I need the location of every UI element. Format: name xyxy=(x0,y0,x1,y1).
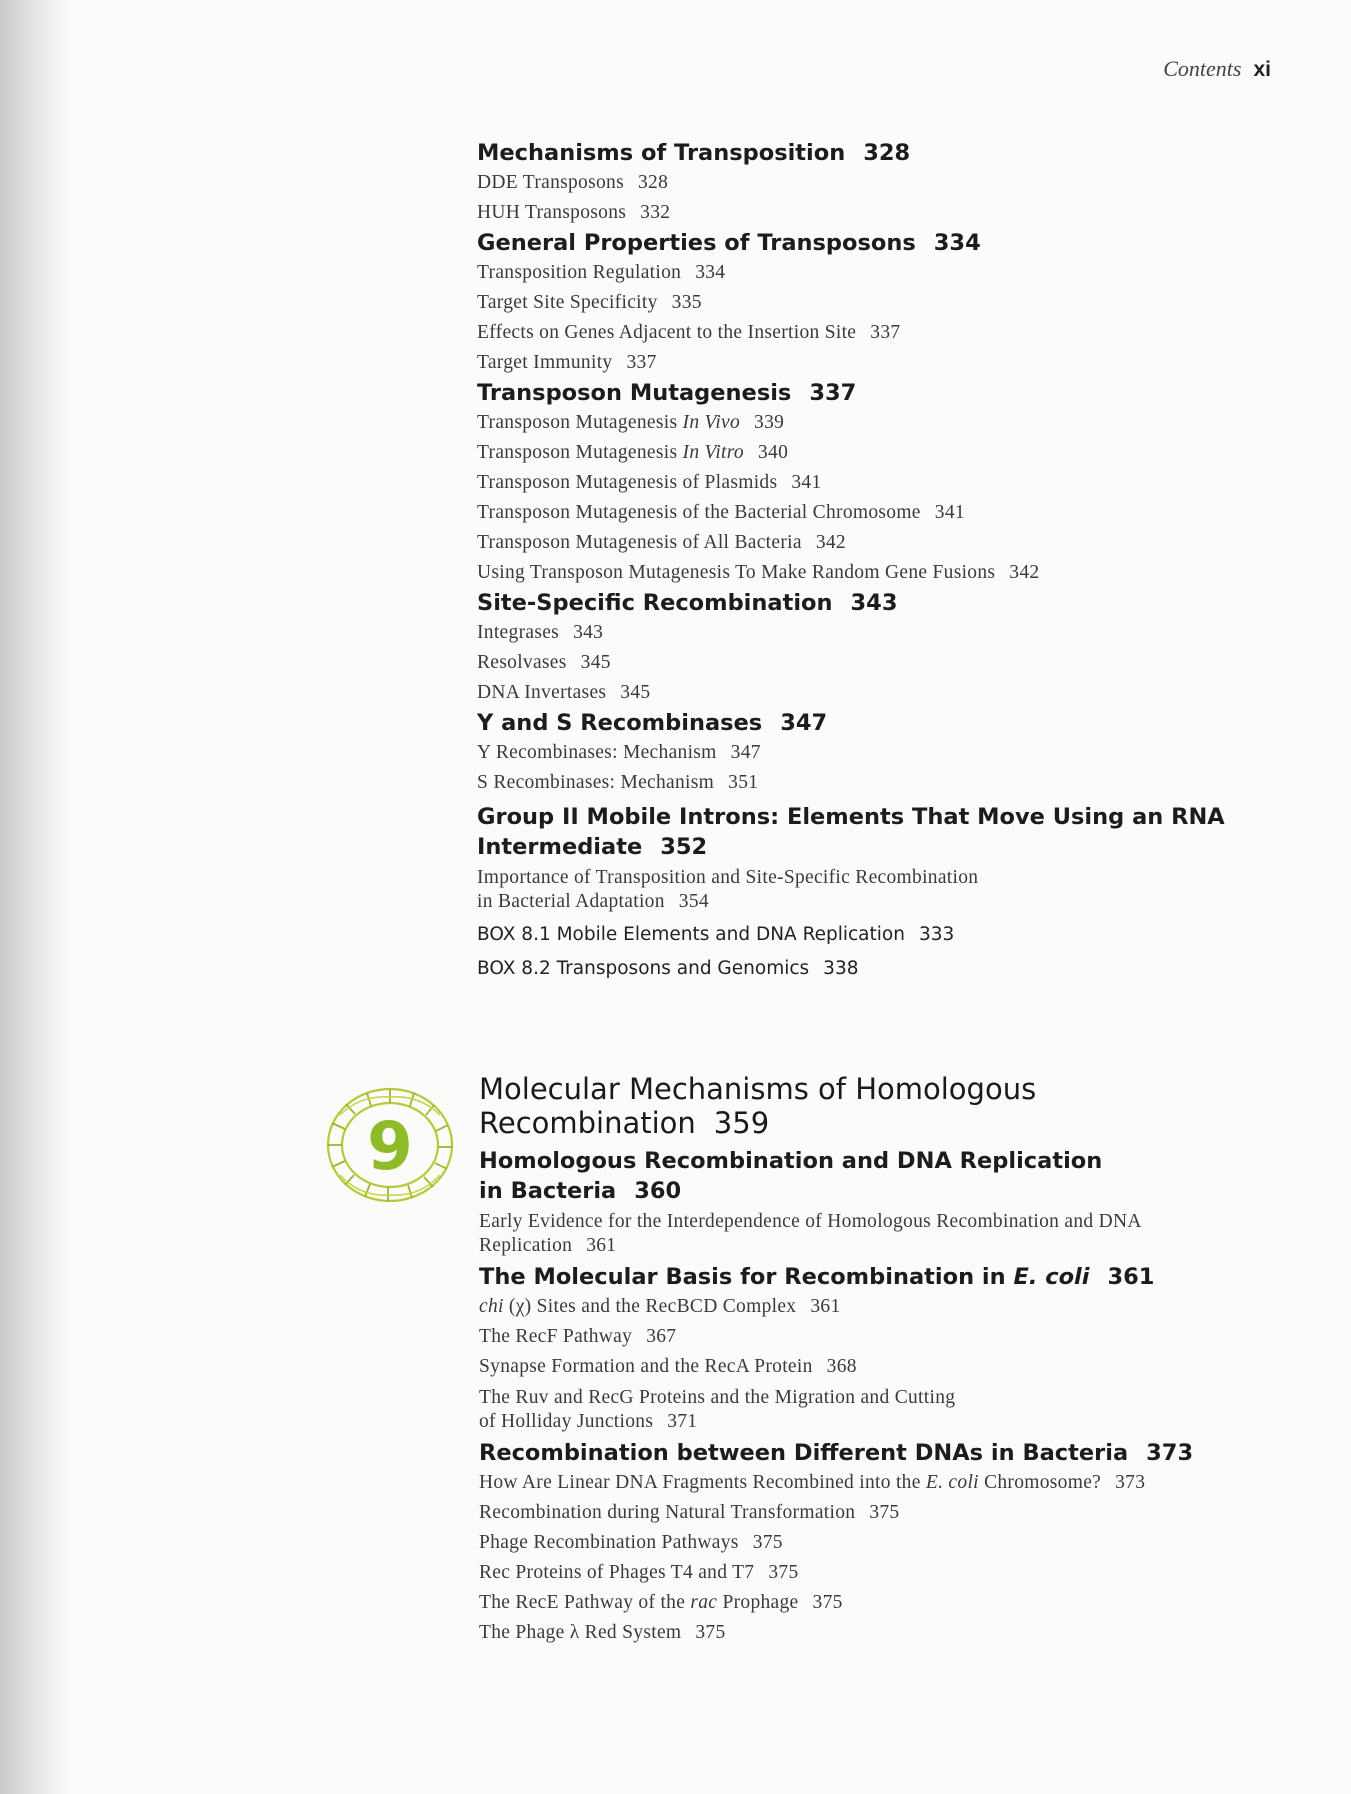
section-heading[interactable]: Recombination between Different DNAs in Bacteria 373 xyxy=(479,1440,1194,1466)
page-binding-shadow xyxy=(0,0,70,1794)
section-heading[interactable]: Site-Specific Recombination 343 xyxy=(477,590,898,616)
section-heading[interactable]: The Molecular Basis for Recombination in E. coli 361 xyxy=(479,1264,1155,1290)
toc-entry[interactable]: Integrases 343 xyxy=(477,622,604,643)
toc-entry[interactable]: Resolvases 345 xyxy=(477,652,611,673)
toc-entry[interactable]: The Ruv and RecG Proteins and the Migration and Cutting of Holliday Junctions 371 xyxy=(479,1387,956,1432)
toc-entry[interactable]: DNA Invertases 345 xyxy=(477,682,651,703)
section-heading[interactable]: Y and S Recombinases 347 xyxy=(477,710,828,736)
toc-entry[interactable]: HUH Transposons 332 xyxy=(477,202,671,223)
running-head-page-number: xi xyxy=(1253,58,1271,81)
chapter-number: 9 xyxy=(367,1108,413,1185)
toc-entry[interactable]: Target Immunity 337 xyxy=(477,352,657,373)
toc-entry[interactable]: Transposon Mutagenesis of All Bacteria 342 xyxy=(477,532,846,553)
section-heading[interactable]: Homologous Recombination and DNA Replication in Bacteria 360 xyxy=(479,1148,1103,1204)
running-head-title: Contents xyxy=(1163,56,1242,81)
toc-entry[interactable]: Importance of Transposition and Site-Specific Recombination in Bacterial Adaptation 354 xyxy=(477,867,979,912)
toc-entry[interactable]: Recombination during Natural Transformation 375 xyxy=(479,1502,900,1523)
toc-entry[interactable]: chi (χ) Sites and the RecBCD Complex 361 xyxy=(479,1296,841,1317)
toc-entry[interactable]: The RecE Pathway of the rac Prophage 375 xyxy=(479,1592,843,1613)
toc-entry[interactable]: The RecF Pathway 367 xyxy=(479,1326,677,1347)
chapter-9-badge xyxy=(310,1075,470,1215)
toc-entry[interactable]: Effects on Genes Adjacent to the Insertion Site 337 xyxy=(477,322,901,343)
toc-entry[interactable]: Target Site Specificity 335 xyxy=(477,292,702,313)
toc-entry[interactable]: The Phage λ Red System 375 xyxy=(479,1622,726,1643)
toc-entry[interactable]: Transposon Mutagenesis of the Bacterial Chromosome 341 xyxy=(477,502,965,523)
section-heading[interactable]: General Properties of Transposons 334 xyxy=(477,230,981,256)
toc-entry[interactable]: Transposition Regulation 334 xyxy=(477,262,726,283)
toc-entry[interactable]: Early Evidence for the Interdependence of Homologous Recombination and DNA Replication 361 xyxy=(479,1211,1142,1256)
toc-entry[interactable]: Transposon Mutagenesis of Plasmids 341 xyxy=(477,472,822,493)
chapter-9-contents xyxy=(479,1072,1239,1648)
section-heading[interactable]: Mechanisms of Transposition 328 xyxy=(477,140,911,166)
toc-entry[interactable]: Transposon Mutagenesis In Vivo 339 xyxy=(477,412,785,433)
toc-entry[interactable]: Rec Proteins of Phages T4 and T7 375 xyxy=(479,1562,799,1583)
box-entry[interactable]: BOX 8.1 Mobile Elements and DNA Replication 333 xyxy=(477,924,955,945)
toc-entry[interactable]: Using Transposon Mutagenesis To Make Random Gene Fusions 342 xyxy=(477,562,1040,583)
toc-entry[interactable]: S Recombinases: Mechanism 351 xyxy=(477,772,759,793)
section-heading[interactable]: Transposon Mutagenesis 337 xyxy=(477,380,857,406)
toc-entry[interactable]: How Are Linear DNA Fragments Recombined into the E. coli Chromosome? 373 xyxy=(479,1472,1146,1493)
chapter-title[interactable]: Molecular Mechanisms of Homologous Recombination 359 xyxy=(479,1072,1037,1140)
box-entry[interactable]: BOX 8.2 Transposons and Genomics 338 xyxy=(477,958,859,979)
toc-entry[interactable]: Synapse Formation and the RecA Protein 368 xyxy=(479,1356,857,1377)
toc-entry[interactable]: Phage Recombination Pathways 375 xyxy=(479,1532,783,1553)
section-heading[interactable]: Group II Mobile Introns: Elements That Move Using an RNA Intermediate 352 xyxy=(477,804,1225,860)
toc-entry[interactable]: Y Recombinases: Mechanism 347 xyxy=(477,742,761,763)
toc-entry[interactable]: Transposon Mutagenesis In Vitro 340 xyxy=(477,442,789,463)
chapter-8-contents xyxy=(477,138,1237,986)
toc-entry[interactable]: DDE Transposons 328 xyxy=(477,172,669,193)
running-head xyxy=(1163,56,1271,82)
